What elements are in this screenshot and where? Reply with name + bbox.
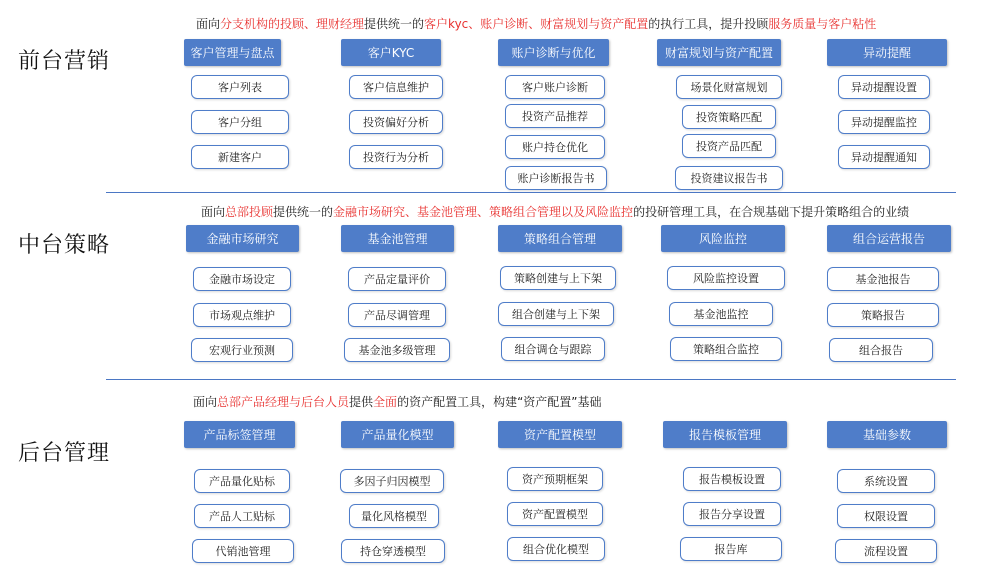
category-header: 财富规划与资产配置	[657, 39, 781, 66]
feature-item: 产品人工贴标	[194, 504, 290, 528]
tier-label: 前台营销	[18, 49, 111, 74]
category-header: 报告模板管理	[663, 421, 787, 448]
category-header: 账户诊断与优化	[498, 39, 609, 66]
feature-item: 账户持仓优化	[505, 135, 605, 159]
highlight-text: 金融市场研究、基金池管理、策略组合管理以及风险监控	[333, 205, 634, 219]
category-header: 风险监控	[661, 225, 785, 252]
section-divider	[106, 379, 956, 380]
feature-item: 异动提醒监控	[838, 110, 930, 134]
highlight-text: 总部产品经理与后台人员	[217, 395, 350, 409]
feature-item: 投资偏好分析	[349, 110, 443, 134]
feature-item: 市场观点维护	[193, 303, 291, 327]
feature-item: 产品量化贴标	[194, 469, 290, 493]
highlight-text: 服务质量与客户粘性	[768, 17, 877, 31]
highlight-text: 客户kyc、账户诊断、财富规划与资产配置	[424, 17, 649, 31]
feature-item: 基金池监控	[669, 302, 773, 326]
subtitle-text: 的投研管理工具，在合规基础下提升策略组合的业绩	[633, 205, 910, 219]
feature-item: 资产配置模型	[507, 502, 603, 526]
section-divider	[106, 192, 956, 193]
feature-item: 策略创建与上下架	[500, 266, 616, 290]
section-subtitle	[201, 203, 909, 220]
category-header: 客户KYC	[341, 39, 441, 66]
feature-item: 宏观行业预测	[191, 338, 293, 362]
feature-item: 多因子归因模型	[340, 469, 444, 493]
highlight-text: 分支机构的投顾、理财经理	[220, 17, 365, 31]
feature-item: 资产预期框架	[507, 467, 603, 491]
feature-item: 报告库	[680, 537, 782, 561]
category-header: 策略组合管理	[498, 225, 622, 252]
category-header: 组合运营报告	[827, 225, 951, 252]
category-header: 基金池管理	[341, 225, 454, 252]
section-subtitle	[196, 15, 876, 32]
category-header: 产品标签管理	[184, 421, 295, 448]
feature-item: 客户账户诊断	[505, 75, 605, 99]
feature-item: 持仓穿透模型	[341, 539, 445, 563]
tier-label: 中台策略	[18, 233, 111, 258]
highlight-text: 全面	[373, 395, 398, 409]
feature-item: 账户诊断报告书	[505, 166, 607, 190]
feature-item: 场景化财富规划	[676, 75, 782, 99]
feature-item: 投资产品匹配	[682, 134, 776, 158]
feature-item: 报告模板设置	[683, 467, 781, 491]
subtitle-text: 面向	[193, 395, 218, 409]
feature-item: 新建客户	[191, 145, 289, 169]
section-subtitle	[193, 393, 602, 410]
feature-item: 代销池管理	[192, 539, 294, 563]
category-header: 客户管理与盘点	[184, 39, 281, 66]
feature-item: 组合报告	[829, 338, 933, 362]
category-header: 基础参数	[827, 421, 947, 448]
feature-item: 客户分组	[191, 110, 289, 134]
feature-item: 量化风格模型	[349, 504, 439, 528]
subtitle-text: 的执行工具，提升投顾	[648, 17, 769, 31]
category-header: 资产配置模型	[498, 421, 622, 448]
feature-item: 产品尽调管理	[348, 303, 446, 327]
feature-item: 投资策略匹配	[682, 105, 776, 129]
feature-item: 异动提醒设置	[838, 75, 930, 99]
feature-item: 投资产品推荐	[505, 104, 605, 128]
subtitle-text: 提供统一的	[364, 17, 425, 31]
highlight-text: 总部投顾	[225, 205, 274, 219]
feature-item: 系统设置	[837, 469, 935, 493]
feature-item: 产品定量评价	[348, 267, 446, 291]
feature-item: 权限设置	[837, 504, 935, 528]
feature-item: 流程设置	[835, 539, 937, 563]
feature-item: 客户信息维护	[349, 75, 443, 99]
feature-item: 客户列表	[191, 75, 289, 99]
feature-item: 组合调仓与跟踪	[501, 337, 605, 361]
feature-item: 报告分享设置	[683, 502, 781, 526]
subtitle-text: 面向	[196, 17, 221, 31]
tier-label: 后台管理	[18, 441, 111, 466]
subtitle-text: 面向	[201, 205, 226, 219]
category-header: 金融市场研究	[186, 225, 299, 252]
category-header: 产品量化模型	[341, 421, 454, 448]
feature-item: 组合创建与上下架	[498, 302, 614, 326]
category-header: 异动提醒	[827, 39, 947, 66]
feature-item: 投资行为分析	[349, 145, 443, 169]
feature-item: 投资建议报告书	[675, 166, 783, 190]
feature-item: 基金池多级管理	[344, 338, 450, 362]
subtitle-text: 的资产配置工具，构建“资产配置”基础	[397, 395, 602, 409]
feature-item: 策略报告	[827, 303, 939, 327]
feature-item: 异动提醒通知	[838, 145, 930, 169]
feature-item: 组合优化模型	[507, 537, 605, 561]
subtitle-text: 提供统一的	[273, 205, 334, 219]
feature-item: 风险监控设置	[667, 266, 785, 290]
subtitle-text: 提供	[349, 395, 374, 409]
feature-item: 基金池报告	[827, 267, 939, 291]
feature-item: 策略组合监控	[670, 337, 782, 361]
feature-item: 金融市场设定	[193, 267, 291, 291]
